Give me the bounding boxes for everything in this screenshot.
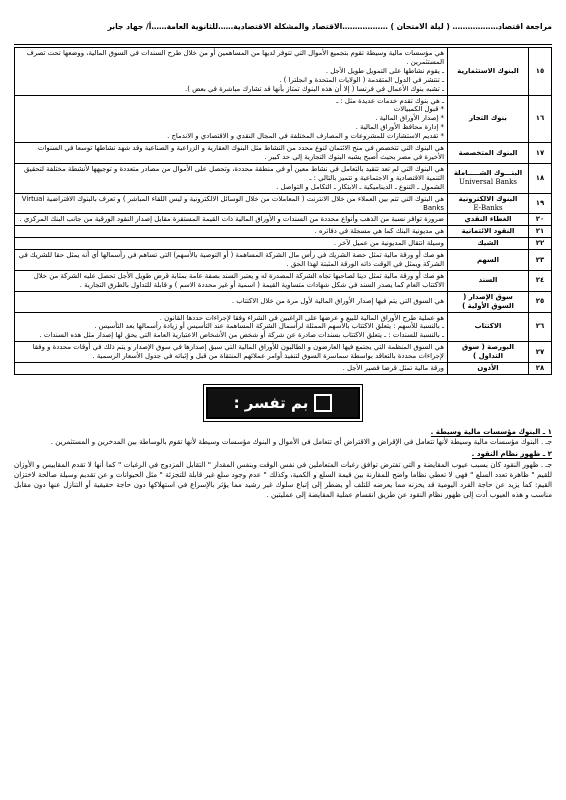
- term-row: [15, 250, 552, 271]
- term-name-text: البنـــوك الشـــــاملة: [453, 169, 523, 178]
- explain-question: [14, 449, 552, 459]
- term-number: ٢٨: [529, 363, 552, 375]
- explanations-section: [14, 427, 552, 500]
- term-name: [448, 291, 529, 312]
- explain-question-text: ٢ ـ ظهور نظام النقود .: [471, 449, 552, 459]
- term-row: [15, 214, 552, 226]
- explain-question-text: ١ ـ البنوك مؤسسات مالية وسيطة .: [430, 427, 552, 436]
- term-number: ١٧: [529, 143, 552, 164]
- definition-line: هي السوق التي يتم فيها إصدار الأوراق المالية لأول مرة من خلال الاكتتاب .: [231, 297, 444, 306]
- term-number: ١٥: [529, 48, 552, 96]
- term-definition: [15, 312, 448, 342]
- term-name-text: البنوك المتخصصة: [458, 148, 518, 157]
- term-row: [15, 238, 552, 250]
- term-number: ٢٢: [529, 238, 552, 250]
- definition-line: ورقة مالية تمثل قرضا قصير الأجل .: [342, 364, 444, 373]
- term-number: ٢٦: [529, 312, 552, 342]
- term-row: [15, 143, 552, 164]
- definition-line: ضرورة توافر نسبة من الذهب وأنواع محددة من السندات و الأوراق المالية ذات القيمة المستقرة مقابل إصدار النقود الورقية من جانب البنك المركزي .: [19, 215, 444, 224]
- checkbox-icon: [314, 394, 332, 412]
- term-name-text: البورصة ( سوق التداول ): [461, 343, 515, 361]
- term-name-text: السند: [478, 276, 498, 285]
- definition-line: هي السوق المنظمة التي يجتمع فيها العارضون و الطالبون للأوراق المالية التي سبق إصدارها في سوق الإصدار و يتم ذلك في أوقات محددة و وفقا لإجراءات محددة بالتعاقد بواسطة سماسرة السوق لتنفيذ أوامر عملائهم المنتقاة من قبل و إثباته في جدول الأسعار الرسمية .: [32, 343, 444, 361]
- definition-line: * إدارة محافظ الأوراق المالية .: [355, 123, 444, 132]
- term-number: ٢٧: [529, 342, 552, 363]
- definition-line: هي مديونية البنك كما هي مسجلة في دفاتره .: [314, 227, 444, 236]
- definition-line: ـ بالنسبة للسندات : ـ يتعلق الاكتتاب بسندات صادرة عن شركة أو شخص من الأشخاص الاعتبارية العامة التي يحق لها إصدار مثل هذه السندات .: [39, 331, 444, 340]
- term-row: [15, 342, 552, 363]
- page: [14, 10, 552, 502]
- term-number: ١٦: [529, 95, 552, 143]
- term-name-text: سوق الإصدار ( السوق الأولية ): [462, 292, 514, 310]
- term-row: [15, 291, 552, 312]
- term-name-text: البنوك الالكترونية: [458, 194, 518, 203]
- definition-line: الشمول ـ التنوع ـ الديناميكية ـ الابتكار ـ التكامل و التواصل .: [276, 182, 444, 191]
- term-number: ٢٣: [529, 250, 552, 271]
- definition-line: هي البنوك التي تتم بين العملاء من خلال الانترنت ( المعاملات من خلال الوسائل الالكترونية و ليس اللقاء المباشر ) و تعرف بالبنوك الافتراضية Virtual Banks: [21, 194, 444, 212]
- term-name-text: الغطاء النقدي: [464, 215, 512, 224]
- terms-table: [14, 47, 552, 375]
- term-name-text: البنوك الاستثمارية: [457, 66, 519, 75]
- term-name: [448, 226, 529, 238]
- term-definition: [15, 193, 448, 214]
- term-definition: [15, 163, 448, 193]
- definition-line: وسيلة انتقال المديونية من عميل لآخر .: [333, 239, 444, 248]
- term-name: [448, 250, 529, 271]
- term-definition: [15, 48, 448, 96]
- term-name: [448, 363, 529, 375]
- definition-line: هو عملية طرح الأوراق المالية للبيع و عرضها على الراغبين في الشراء وفقا لإجراءات حددها القانون .: [159, 313, 444, 322]
- page-header: مراجعة اقتصاد……………… ( ليلة الامتحان ) ………………الاقتصاد والمشكلة الاقتصادية……للثانوية العامة……أ/ جهاد جابر: [14, 10, 552, 45]
- term-definition: [15, 363, 448, 375]
- definition-line: هي البنوك التي لم تعد تتقيد بالتعامل في نشاط معين أو في منطقة محددة، وتحصل على الأموال من مصادر متعددة و توجيهها لأنشطة مختلفة لتحقيق التنمية الاقتصادية و الاجتماعية و تتميز بالتالي : ـ: [24, 164, 444, 182]
- definition-line: ـ بالنسبة للأسهم : يتعلق الاكتتاب بالأسهم الممثلة لرأسمال الشركة المساهمة عند التأسيس أو زيادة رأسمالها بعد التأسيس .: [94, 322, 444, 331]
- term-name: [448, 214, 529, 226]
- explain-answer: جـ . البنوك مؤسسات مالية وسيطة لأنها تتعامل في الإقراض و الاقتراض أي تتعامل في الأموال و البنوك مؤسسات وسيطة لأنها تقوم بالوساطة بين المدخرين و المستثمرين .: [50, 437, 552, 447]
- term-number: ٢١: [529, 226, 552, 238]
- term-definition: [15, 143, 448, 164]
- term-definition: [15, 342, 448, 363]
- definition-line: ـ تشبه بنوك الأعمال في فرنسا ( إلا أن هذه البنوك تمتاز بأنها قد تشارك مباشرة في بعض ).: [185, 84, 444, 93]
- banner-label: بم تفسر :: [233, 394, 309, 412]
- term-name: [448, 342, 529, 363]
- explain-banner: [206, 387, 360, 419]
- term-name: [448, 143, 529, 164]
- term-name: [448, 270, 529, 291]
- term-english-name: Universal Banks: [459, 178, 517, 187]
- term-name-text: بنوك التجار: [469, 114, 507, 123]
- term-name: [448, 95, 529, 143]
- definition-line: هي البنوك التي تتخصص في منح الائتمان لنوع محدد من النشاط مثل البنوك العقارية و الزراعية و الصناعية وقد شهد نشاطها توسعا في السنوات الأخيرة في مصر بحيث أصبح يشبه البنوك التجارية إلى حد كبير .: [38, 144, 444, 161]
- explain-answer: جـ . ظهور النقود كان بسبب عيوب المقايضة و التي تفترض توافق رغبات المتعاملين في نفس الوقت وبنفس المقدار " التقابل المزدوج في الرغبات " كما أنها لا تقدم المقاييس و الأوزان للقيم " ظاهرة تعدد السلع " فهي لا تعطي نظاما واضح للمقارنة بين قيمة السلع و الكمية، وكذلك " عدم وجود سلع غير قابلة للتجزئة " مثل الحيوانات و عن تقديم وسيلة صالحة لاختزان القيم: كما يزيد عن حاجة الفرد اليومية قد يخزنه مما يعرضه للتلف أو يضطر إلى إتباع سلوك غير رشيد مما يؤثر بالإسراع في استهلاكها دون حاجة حقيقية أو التنازل عنها دون مقابل مناسب و هذه العيوب أدت إلى ظهور نظام النقود عن طريق انقسام عملية المقايضة إلى عمليتين .: [14, 459, 552, 500]
- term-name-text: الاكتتاب: [474, 322, 502, 331]
- term-definition: [15, 214, 448, 226]
- term-name: [448, 48, 529, 96]
- term-definition: [15, 238, 448, 250]
- definition-line: * إصدار الأوراق المالية .: [375, 114, 444, 123]
- term-name-text: النقود الائتمانية: [461, 227, 515, 236]
- term-english-name: E-Banks: [473, 203, 503, 212]
- definition-line: ـ يقوم نشاطها على التمويل طويل الأجل .: [325, 66, 444, 75]
- explain-question: [14, 427, 552, 437]
- definition-line: هو صك أو ورقة مالية تمثل دينا لصاحبها تجاه الشركة المصدرة له و يعتبر السند بصفة عامة بمثابة قرض طويل الأجل تحصل عليه الشركة من خلال الاكتتاب العام كما يصدر السند في شكل شهادات متساوية القيمة ( اسمية أو غير محددة الاسم ) و قابلة للتداول بالطرق التجارية .: [33, 271, 444, 289]
- definition-line: ـ هي بنوك تقدم خدمات عديدة مثل : ـ: [336, 96, 444, 105]
- term-name: [448, 312, 529, 342]
- explain-banner-wrap: [14, 387, 552, 419]
- term-name: [448, 163, 529, 193]
- term-row: [15, 48, 552, 96]
- term-number: ٢٥: [529, 291, 552, 312]
- term-row: [15, 226, 552, 238]
- term-definition: [15, 270, 448, 291]
- definition-line: هي مؤسسات مالية وسيطة تقوم بتجميع الأموال التي تتوفر لديها من المساهمين أو من خلال طرح السندات في السوق المالية، ووضعها تحت تصرف المستثمرين .: [26, 49, 444, 66]
- term-number: ٢٤: [529, 270, 552, 291]
- term-row: [15, 363, 552, 375]
- term-row: [15, 270, 552, 291]
- term-name-text: الأذون: [477, 364, 499, 373]
- definition-line: * قبول الكمبيالات: [393, 105, 444, 114]
- term-definition: [15, 250, 448, 271]
- term-row: [15, 193, 552, 214]
- term-row: [15, 95, 552, 143]
- term-definition: [15, 291, 448, 312]
- term-name-text: الشيك: [477, 239, 499, 248]
- term-number: ١٨: [529, 163, 552, 193]
- term-definition: [15, 226, 448, 238]
- definition-line: هو صك أو ورقة مالية تمثل حصة الشريك في رأس مال الشركة المساهمة ( أو التوصية بالأسهم) التي تساهم في رأسمالها أي أنه يمثل حقا للشريك في الشركة ويمثل في الوقت ذاته الورقة المثبتة لهذا الحق .: [18, 251, 444, 269]
- terms-table-body: [15, 48, 552, 375]
- term-number: ٢٠: [529, 214, 552, 226]
- term-definition: [15, 95, 448, 143]
- term-name: [448, 193, 529, 214]
- term-number: ١٩: [529, 193, 552, 214]
- definition-line: ـ تنتشر في الدول المتقدمة ( الولايات المتحدة و انجلترا ) .: [279, 75, 444, 84]
- term-name: [448, 238, 529, 250]
- term-row: [15, 163, 552, 193]
- definition-line: * تقديم الاستشارات للمشروعات و المصارف المختلفة في المجال النقدي و الاقتصادي و الاندماج .: [167, 132, 444, 141]
- term-row: [15, 312, 552, 342]
- term-name-text: السهم: [477, 255, 499, 264]
